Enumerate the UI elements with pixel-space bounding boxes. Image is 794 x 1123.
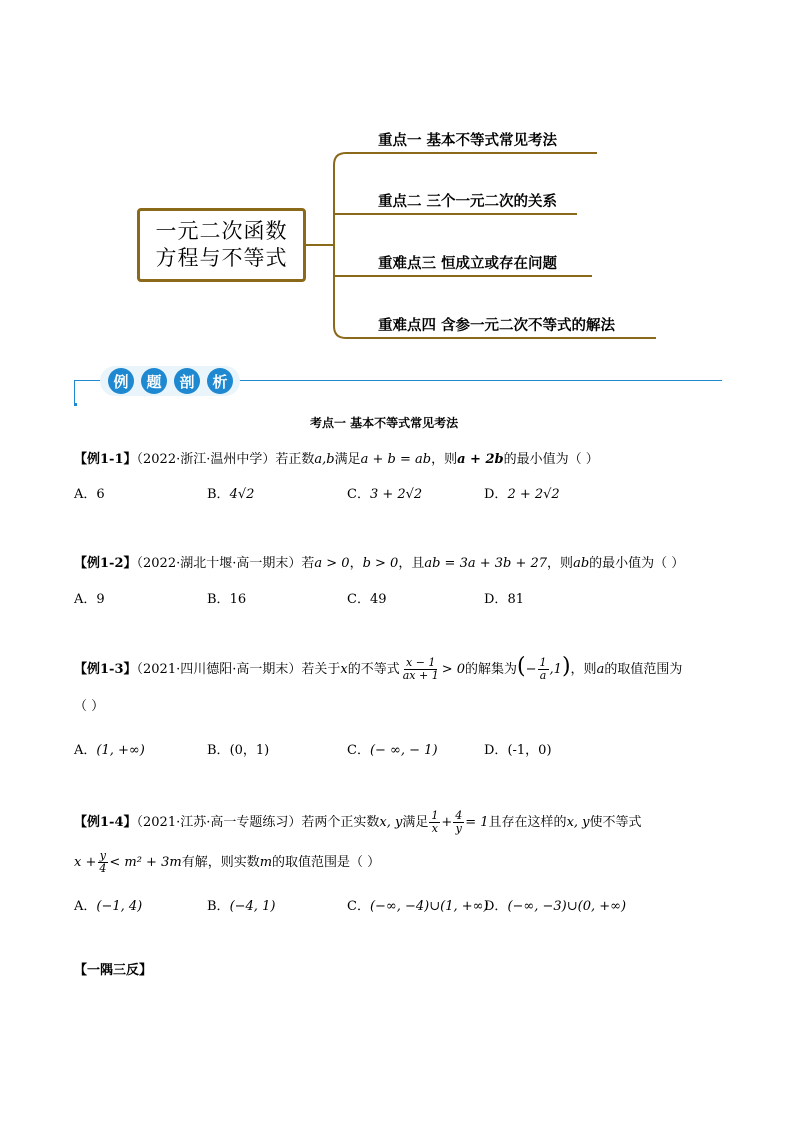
math-expr: a + b = ab <box>360 452 432 467</box>
branch-underline-4 <box>346 337 656 339</box>
option-value: 2 + 2√2 <box>507 487 560 502</box>
branch-label-1: 重点一 基本不等式常见考法 <box>378 133 558 149</box>
question-text: 的解集为 <box>465 662 518 677</box>
branch-label-2: 重点二 三个一元二次的关系 <box>378 194 558 210</box>
option-value: 9 <box>96 592 105 607</box>
example-1-3-question <box>74 650 682 687</box>
branch-underline-3 <box>346 275 592 277</box>
example-source: （2021·江苏·高一专题练习） <box>136 815 302 830</box>
paren-open: ( <box>517 654 526 679</box>
math-expr: a > 0 <box>314 556 350 571</box>
option-label: A． <box>74 743 97 758</box>
option-label: A． <box>74 899 97 914</box>
minus-sign: − <box>525 662 537 677</box>
example-1-4-line2 <box>74 848 380 878</box>
math-expr: > 0 <box>441 662 466 677</box>
option-label: C． <box>347 592 370 607</box>
math-expr: x + <box>74 855 97 870</box>
option-c[interactable] <box>347 591 387 609</box>
question-text: 的取值范围为 <box>604 662 683 677</box>
math-expr: m <box>259 855 273 870</box>
option-label: A． <box>74 592 97 607</box>
fraction-denominator: a <box>539 669 547 682</box>
math-expr: < m² + 3m <box>109 855 182 870</box>
question-text: 满足 <box>334 452 361 467</box>
option-value: 49 <box>369 592 387 607</box>
question-text: 使不等式 <box>589 815 642 830</box>
question-text: ，则 <box>431 452 458 467</box>
math-expr: a,b <box>314 452 335 467</box>
math-expr: b > 0 <box>362 556 399 571</box>
math-expr: 1 <box>553 662 562 677</box>
math-expr: = 1 <box>465 815 489 830</box>
question-text: 满足 <box>402 815 429 830</box>
option-value: 6 <box>96 487 105 502</box>
option-b[interactable] <box>207 591 246 609</box>
banner-char-4: 析 <box>207 368 233 394</box>
math-expr: ab = 3a + 3b + 27 <box>424 556 548 571</box>
branch-underline-1 <box>346 152 597 154</box>
option-value: (-1，0) <box>507 743 552 758</box>
option-a[interactable] <box>74 591 105 609</box>
option-label: D． <box>484 592 508 607</box>
option-label: C． <box>347 487 370 502</box>
option-label: C． <box>347 743 370 758</box>
fraction-denominator: y <box>455 822 462 835</box>
option-value: 3 + 2√2 <box>369 487 423 502</box>
question-text: ，则 <box>570 662 597 677</box>
option-c[interactable] <box>347 486 422 504</box>
option-label: D． <box>484 743 508 758</box>
question-text: 若正数 <box>275 452 315 467</box>
fraction-denominator: x <box>431 822 438 835</box>
question-text: 若 <box>301 556 315 571</box>
paren-close: ) <box>561 654 571 679</box>
option-value: (−∞, −4)∪(1, +∞) <box>369 899 489 914</box>
question-text: 有解，则实数 <box>181 855 260 870</box>
banner-char-3: 剖 <box>174 368 200 394</box>
math-expr: + <box>441 815 453 830</box>
option-value: (1, +∞) <box>96 743 145 758</box>
fraction-numerator: 4 <box>455 809 463 822</box>
fraction-numerator: x − 1 <box>406 656 436 669</box>
option-value: (−4, 1) <box>229 899 276 914</box>
example-source: （2022·湖北十堰·高一期末） <box>136 556 302 571</box>
question-text: ，则 <box>547 556 574 571</box>
banner-corner-dot <box>74 403 77 406</box>
section-title: 考点一 基本不等式常见考法 <box>310 416 459 430</box>
example-tag: 【例1-2】 <box>74 556 137 571</box>
banner-char-1: 例 <box>108 368 134 394</box>
question-text: 的不等式 <box>347 662 400 677</box>
math-expr: a <box>596 662 605 677</box>
example-tag: 【例1-4】 <box>74 815 137 830</box>
option-label: B． <box>207 487 230 502</box>
question-text: ， <box>349 556 363 571</box>
option-value: (−∞, −3)∪(0, +∞) <box>507 899 627 914</box>
question-text: ，且 <box>398 556 425 571</box>
fraction-denominator: ax + 1 <box>402 669 439 682</box>
example-source: （2021·四川德阳·高一期末） <box>136 662 302 677</box>
branch-underline-2 <box>346 213 577 215</box>
question-text: 的最小值为（ ） <box>503 452 599 467</box>
fraction-1-over-x <box>429 810 440 835</box>
central-title-line1: 一元二次函数 <box>155 219 288 243</box>
math-expr: x, y <box>566 815 590 830</box>
option-b[interactable] <box>207 742 269 760</box>
option-label: D． <box>484 899 508 914</box>
example-1-1-question <box>74 451 599 469</box>
option-label: B． <box>207 592 230 607</box>
question-text: 的取值范围是（ ） <box>272 855 381 870</box>
practice-section-tag: 【一隅三反】 <box>74 963 153 978</box>
option-a[interactable] <box>74 486 105 504</box>
math-expr: a + 2b <box>457 452 504 467</box>
option-value: 16 <box>229 592 247 607</box>
math-expr: x <box>340 662 348 677</box>
option-value: 81 <box>507 592 524 607</box>
comma: , <box>549 662 554 677</box>
option-label: C． <box>347 899 370 914</box>
option-value: (0，1) <box>229 743 270 758</box>
example-source: （2022·浙江·温州中学） <box>136 452 276 467</box>
question-text: 若两个正实数 <box>301 815 380 830</box>
branch-label-3: 重难点三 恒成立或存在问题 <box>378 256 558 272</box>
option-label: B． <box>207 899 230 914</box>
inequality-fraction <box>401 657 441 682</box>
option-d[interactable] <box>484 591 524 609</box>
example-tag: 【例1-1】 <box>74 452 137 467</box>
option-d[interactable] <box>484 486 560 504</box>
fraction-denominator: 4 <box>99 862 107 875</box>
mindmap-connectors <box>0 0 794 360</box>
option-d[interactable] <box>484 742 552 760</box>
option-value: (−1, 4) <box>96 899 143 914</box>
option-value: (− ∞, − 1) <box>369 743 438 758</box>
option-value: 4√2 <box>229 487 255 502</box>
option-c[interactable] <box>347 898 489 916</box>
fraction-y-over-4 <box>97 850 108 875</box>
fraction-numerator: 1 <box>431 809 439 822</box>
math-expr: x, y <box>379 815 403 830</box>
example-1-2-question <box>74 555 684 573</box>
fraction-4-over-y <box>453 810 464 835</box>
option-d[interactable] <box>484 898 626 916</box>
option-b[interactable] <box>207 486 254 504</box>
question-text: 且存在这样的 <box>488 815 567 830</box>
connector-spine <box>334 153 346 338</box>
central-title-line2: 方程与不等式 <box>155 246 288 270</box>
option-a[interactable] <box>74 742 145 760</box>
fraction-numerator: 1 <box>539 656 547 669</box>
fraction-numerator: y <box>99 849 106 862</box>
example-tag: 【例1-3】 <box>74 662 137 677</box>
option-a[interactable] <box>74 898 142 916</box>
math-expr: ab <box>573 556 590 571</box>
branch-label-4: 重难点四 含参一元二次不等式的解法 <box>378 318 616 334</box>
set-fraction <box>538 657 549 682</box>
option-label: A． <box>74 487 97 502</box>
example-1-4-question <box>74 806 642 840</box>
option-b[interactable] <box>207 898 275 916</box>
option-label: D． <box>484 487 508 502</box>
option-c[interactable] <box>347 742 438 760</box>
answer-blank: （ ） <box>74 699 105 714</box>
question-text: 的最小值为（ ） <box>589 556 685 571</box>
option-label: B． <box>207 743 230 758</box>
banner-char-2: 题 <box>141 368 167 394</box>
question-text: 若关于 <box>301 662 341 677</box>
